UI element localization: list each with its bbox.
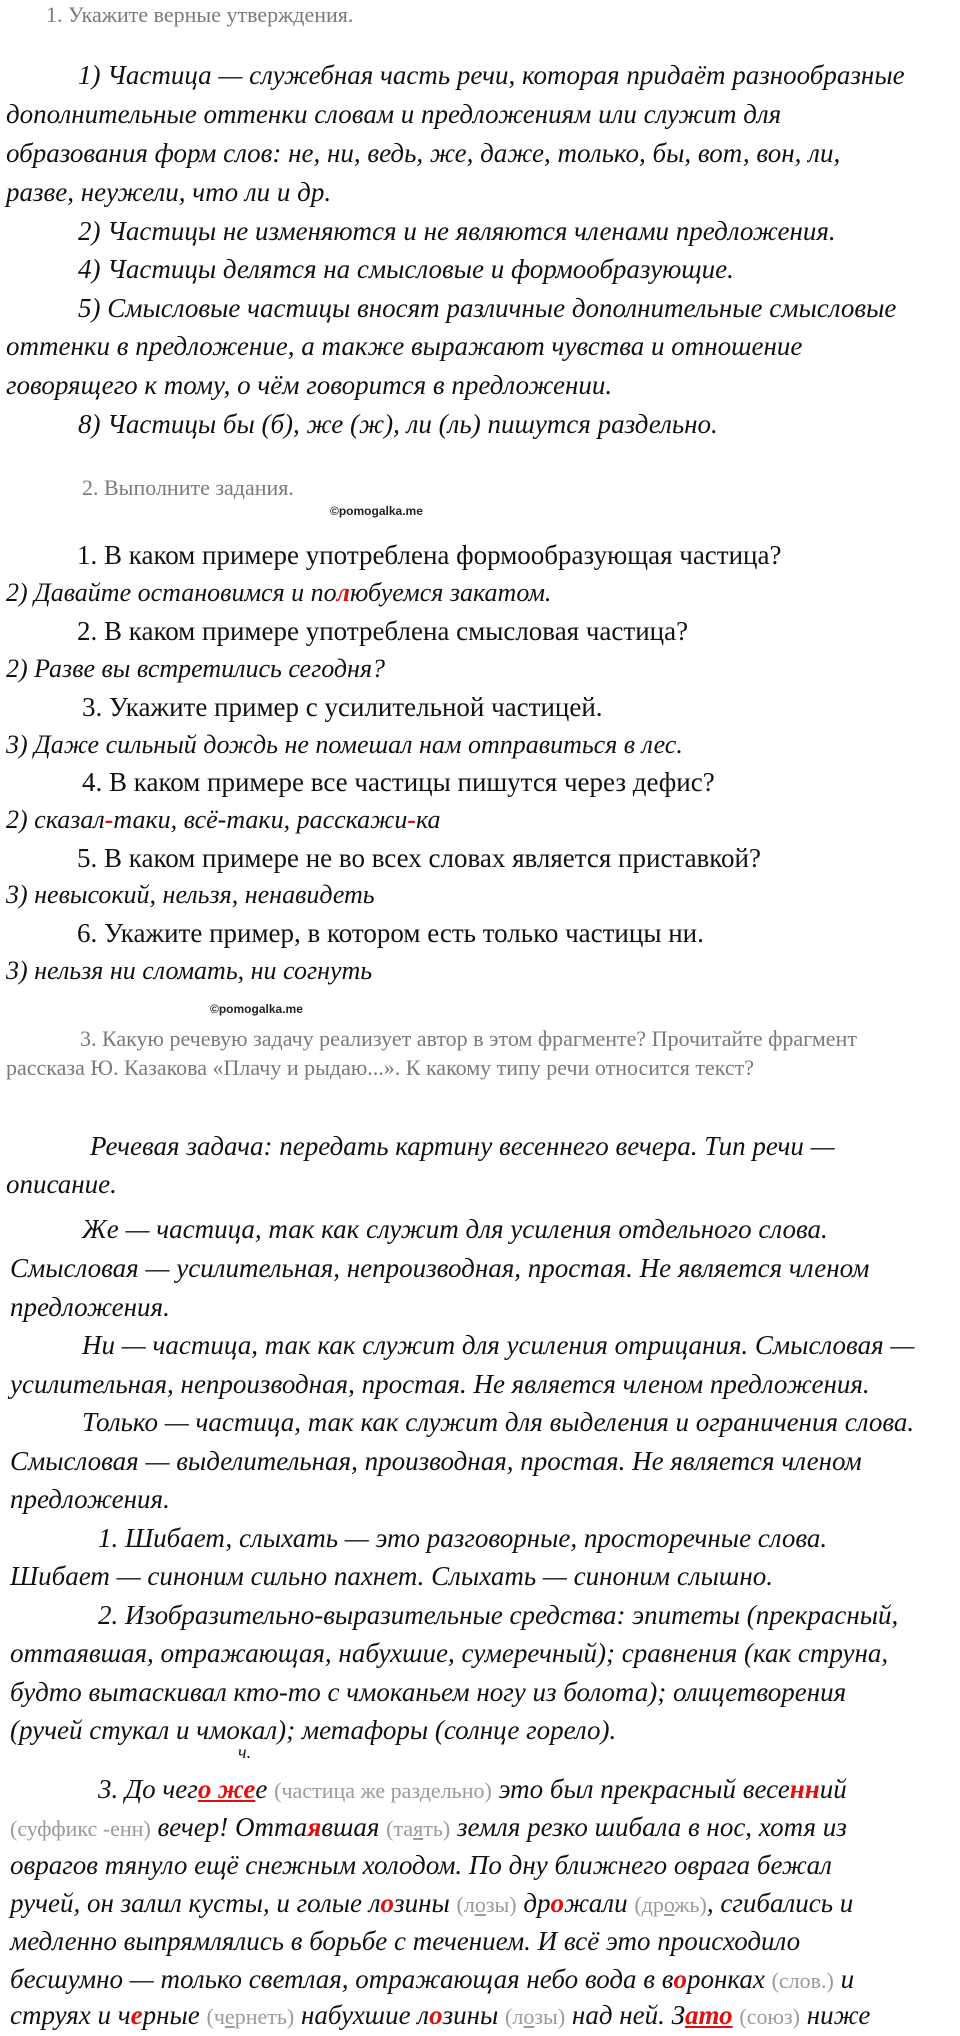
text-line: ручей, он залил кусты, и голые лозины (лозы) дрожали (дрожь), сгибались и xyxy=(10,1888,854,1918)
question-3: 3. Укажите пример с усилительной частицей. xyxy=(82,692,603,722)
section1-line: разве, неужели, что ли и др. xyxy=(6,177,332,207)
text-line: (суффикс -енн) вечер! Оттаявшая (таять) земля резко шибала в нос, хотя из xyxy=(10,1812,847,1842)
text-line: Смысловая — выделительная, производная, простая. Не является членом xyxy=(10,1446,862,1476)
question-2: 2. В каком примере употреблена смысловая частица? xyxy=(77,616,689,646)
question-1: 1. В каком примере употреблена формообразующая частица? xyxy=(77,540,782,570)
text-line: 1. Шибает, слыхать — это разговорные, просторечные слова. xyxy=(98,1523,828,1553)
text-line: 2. Изобразительно-выразительные средства: эпитеты (прекрасный, xyxy=(98,1600,899,1630)
text-line: 3. До чего жее (частица же раздельно) это был прекрасный весенний xyxy=(98,1774,847,1804)
section1-line: 5) Смысловые частицы вносят различные дополнительные смысловые xyxy=(78,293,897,323)
section2-heading: 2. Выполните задания. xyxy=(82,475,294,500)
text-line: бесшумно — только светлая, отражающая небо вода в воронках (слов.) и xyxy=(10,1964,855,1994)
text-line: медленно выпрямлялись в борьбе с течением. И всё это происходило xyxy=(10,1926,801,1956)
question-4: 4. В каком примере все частицы пишутся через дефис? xyxy=(82,767,715,797)
answer-3: 3) Даже сильный дождь не помешал нам отправиться в лес. xyxy=(6,730,683,759)
answer-4: 2) сказал-таки, всё-таки, расскажи-ка xyxy=(6,805,441,834)
section1-line: 4) Частицы делятся на смысловые и формообразующие. xyxy=(78,254,734,284)
text-line: будто вытаскивал кто-то с чмоканьем ногу из болота); олицетворения xyxy=(10,1677,847,1707)
text-line: Только — частица, так как служит для выделения и ограничения слова. xyxy=(82,1407,915,1437)
section1-line: говорящего к тому, о чём говорится в предложении. xyxy=(6,370,613,400)
watermark: ©pomogalka.me xyxy=(330,504,423,518)
section1-line: оттенки в предложение, а также выражают чувства и отношение xyxy=(6,331,803,361)
section1-line: дополнительные оттенки словам и предложениям или служит для xyxy=(6,99,782,129)
section3-heading: 3. Какую речевую задачу реализует автор в этом фрагменте? Прочитайте фрагмент xyxy=(80,1026,857,1051)
answer-6: 3) нельзя ни сломать, ни согнуть xyxy=(6,956,373,985)
text-line: Речевая задача: передать картину весеннего вечера. Тип речи — xyxy=(90,1131,835,1161)
question-6: 6. Укажите пример, в котором есть только частицы ни. xyxy=(77,918,704,948)
text-line: усилительная, непроизводная, простая. Не является членом предложения. xyxy=(10,1369,870,1399)
question-5: 5. В каком примере не во всех словах является приставкой? xyxy=(77,843,761,873)
section1-heading: 1. Укажите верные утверждения. xyxy=(46,2,354,27)
text-line: Шибает — синоним сильно пахнет. Слыхать — синоним слышно. xyxy=(10,1561,773,1591)
text-line: предложения. xyxy=(10,1292,170,1322)
section3-heading: рассказа Ю. Казакова «Плачу и рыдаю...». К какому типу речи относится текст? xyxy=(6,1055,754,1080)
text-line: предложения. xyxy=(10,1484,170,1514)
section1-line: 1) Частица — служебная часть речи, которая придаёт разнообразные xyxy=(78,60,905,90)
answer-5: 3) невысокий, нельзя, ненавидеть xyxy=(6,880,375,909)
section1-line: 8) Частицы бы (б), же (ж), ли (ль) пишутся раздельно. xyxy=(78,409,718,439)
annotation-ch: ч. xyxy=(238,1742,252,1762)
text-line: оврагов тянуло ещё снежным холодом. По дну ближнего оврага бежал xyxy=(10,1850,832,1880)
text-line: описание. xyxy=(6,1169,117,1199)
text-line: Смысловая — усилительная, непроизводная, простая. Не является членом xyxy=(10,1253,870,1283)
text-line: Ни — частица, так как служит для усиления отрицания. Смысловая — xyxy=(82,1330,915,1360)
answer-2: 2) Разве вы встретились сегодня? xyxy=(6,654,386,683)
section1-line: образования форм слов: не, ни, ведь, же, даже, только, бы, вот, вон, ли, xyxy=(6,138,841,168)
text-line: оттаявшая, отражающая, набухшие, сумеречный); сравнения (как струна, xyxy=(10,1638,889,1668)
answer-1: 2) Давайте остановимся и полюбуемся закатом. xyxy=(6,578,552,607)
text-line: Же — частица, так как служит для усиления отдельного слова. xyxy=(82,1214,828,1244)
text-line: струях и черные (чернеть) набухшие лозины (лозы) над ней. Зато (союз) ниже xyxy=(10,2000,871,2030)
section1-line: 2) Частицы не изменяются и не являются членами предложения. xyxy=(78,216,836,246)
watermark: ©pomogalka.me xyxy=(210,1002,303,1016)
text-line: (ручей стукал и чмокал); метафоры (солнце горело). xyxy=(10,1715,617,1745)
